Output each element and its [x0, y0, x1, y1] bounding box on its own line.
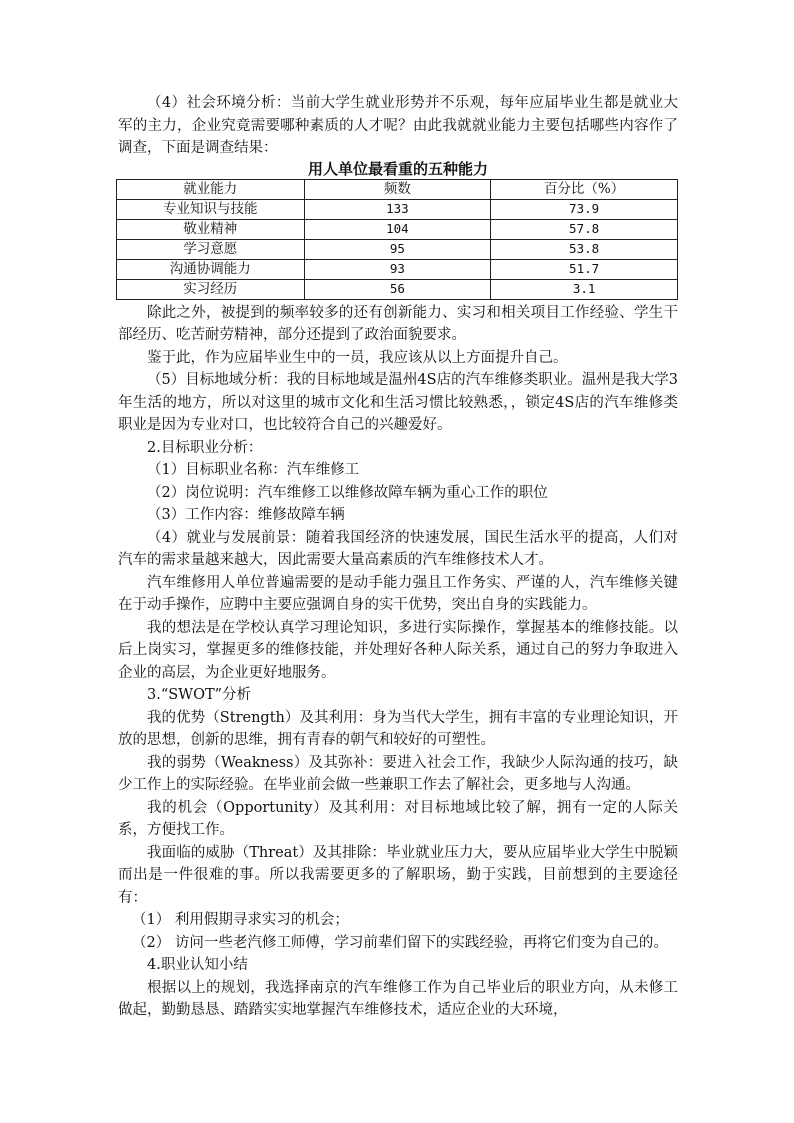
- table-cell-frequency: 104: [304, 219, 491, 239]
- para-weakness: 我的弱势（Weakness）及其弥补：要进入社会工作，我缺少人际沟通的技巧，缺少工作上的实际经验。在毕业前会做一些兼职工作去了解社会，更多地与人沟通。: [118, 754, 678, 793]
- heading-target-career: 2.目标职业分析：: [147, 439, 263, 456]
- heading-swot: 3.“SWOT”分析: [147, 687, 252, 703]
- item-work-content: （3）工作内容：维修故障车辆: [147, 507, 345, 523]
- table-title: 用人单位最看重的五种能力: [307, 159, 488, 178]
- para-employer-needs: 汽车维修用人单位普遍需要的是动手能力强且工作务实、严谨的人，汽车维修关键在于动手操作，应聘中主要应强调自身的实干优势，突出自身的实践能力。: [118, 574, 678, 613]
- table-row: [117, 259, 678, 279]
- table-header-row: [117, 179, 678, 199]
- para-strength: 我的优势（Strength）及其利用：身为当代大学生，拥有丰富的专业理论知识，开放的思想，创新的思维，拥有青春的朝气和较好的可塑性。: [118, 709, 678, 748]
- table-row: [117, 219, 678, 239]
- document-page: [118, 92, 678, 1022]
- para-threat: 我面临的威胁（Threat）及其排除：毕业就业压力大，要从应届毕业大学生中脱颖而出是一件很难的事。所以我需要更多的了解职场，勤于实践，目前想到的主要途径有：: [118, 844, 678, 906]
- para-social-environment: （4）社会环境分析：当前大学生就业形势并不乐观，每年应届毕业生都是就业大军的主力，企业究竟需要哪种素质的人才呢？由此我就就业能力主要包括哪些内容作了调查，下面是调查结果：: [118, 95, 678, 156]
- item-career-name: （1）目标职业名称：汽车维修工: [147, 462, 360, 478]
- para-besides: 除此之外，被提到的频率较多的还有创新能力、实习和相关项目工作经验、学生干部经历、吃苦耐劳精神，部分还提到了政治面貌要求。: [118, 304, 678, 343]
- list-item: （1） 利用假期寻求实习的机会；: [132, 912, 349, 928]
- item-post-description: （2）岗位说明：汽车维修工以维修故障车辆为重心工作的职位: [147, 484, 548, 501]
- table-header-cell: 频数: [304, 179, 491, 199]
- para-opportunity: 我的机会（Opportunity）及其利用：对目标地域比较了解，拥有一定的人际关系，方便找工作。: [118, 799, 678, 838]
- table-cell-ability: 学习意愿: [117, 239, 305, 259]
- table-row: [117, 199, 678, 219]
- table-row: [117, 279, 678, 299]
- table-cell-ability: 实习经历: [117, 279, 305, 299]
- heading-career-summary: 4.职业认知小结: [147, 957, 248, 973]
- list-item: （2） 访问一些老汽修工师傅，学习前辈们留下的实践经验，再将它们变为自己的。: [132, 934, 668, 951]
- table-header-cell: 百分比（%）: [491, 179, 678, 199]
- para-therefore: 鉴于此，作为应届毕业生中的一员，我应该从以上方面提升自己。: [147, 349, 568, 366]
- table-cell-percent: 3.1: [491, 279, 678, 299]
- ability-table: [116, 179, 678, 300]
- para-summary: 根据以上的规划，我选择南京的汽车维修工作为自己毕业后的职业方向，从未修工做起，勤勤恳恳、踏踏实实地掌握汽车维修技术，适应企业的大环境，: [118, 979, 678, 1018]
- table-cell-frequency: 56: [304, 279, 491, 299]
- para-target-region: （5）目标地域分析：我的目标地域是温州4S店的汽车维修类职业。温州是我大学3年生活的地方，所以对这里的城市文化和生活习惯比较熟悉，，锁定4S店的汽车维修类职业是因为专业对口，也比较符合自己的兴趣爱好。: [118, 372, 678, 433]
- item-prospect: （4）就业与发展前景：随着我国经济的快速发展，国民生活水平的提高，人们对汽车的需求量越来越大，因此需要大量高素质的汽车维修技术人才。: [118, 529, 678, 568]
- table-row: [117, 239, 678, 259]
- table-cell-percent: 73.9: [491, 199, 678, 219]
- table-cell-percent: 51.7: [491, 259, 678, 279]
- table-cell-percent: 53.8: [491, 239, 678, 259]
- table-cell-frequency: 93: [304, 259, 491, 279]
- para-my-idea: 我的想法是在学校认真学习理论知识，多进行实际操作，掌握基本的维修技能。以后上岗实习，掌握更多的维修技能，并处理好各种人际关系，通过自己的努力争取进入企业的高层，为企业更好地服务。: [118, 619, 678, 681]
- table-cell-ability: 专业知识与技能: [117, 199, 305, 219]
- table-cell-ability: 敬业精神: [117, 219, 305, 239]
- table-cell-ability: 沟通协调能力: [117, 259, 305, 279]
- table-header-cell: 就业能力: [117, 179, 305, 199]
- table-cell-percent: 57.8: [491, 219, 678, 239]
- table-cell-frequency: 95: [304, 239, 491, 259]
- table-cell-frequency: 133: [304, 199, 491, 219]
